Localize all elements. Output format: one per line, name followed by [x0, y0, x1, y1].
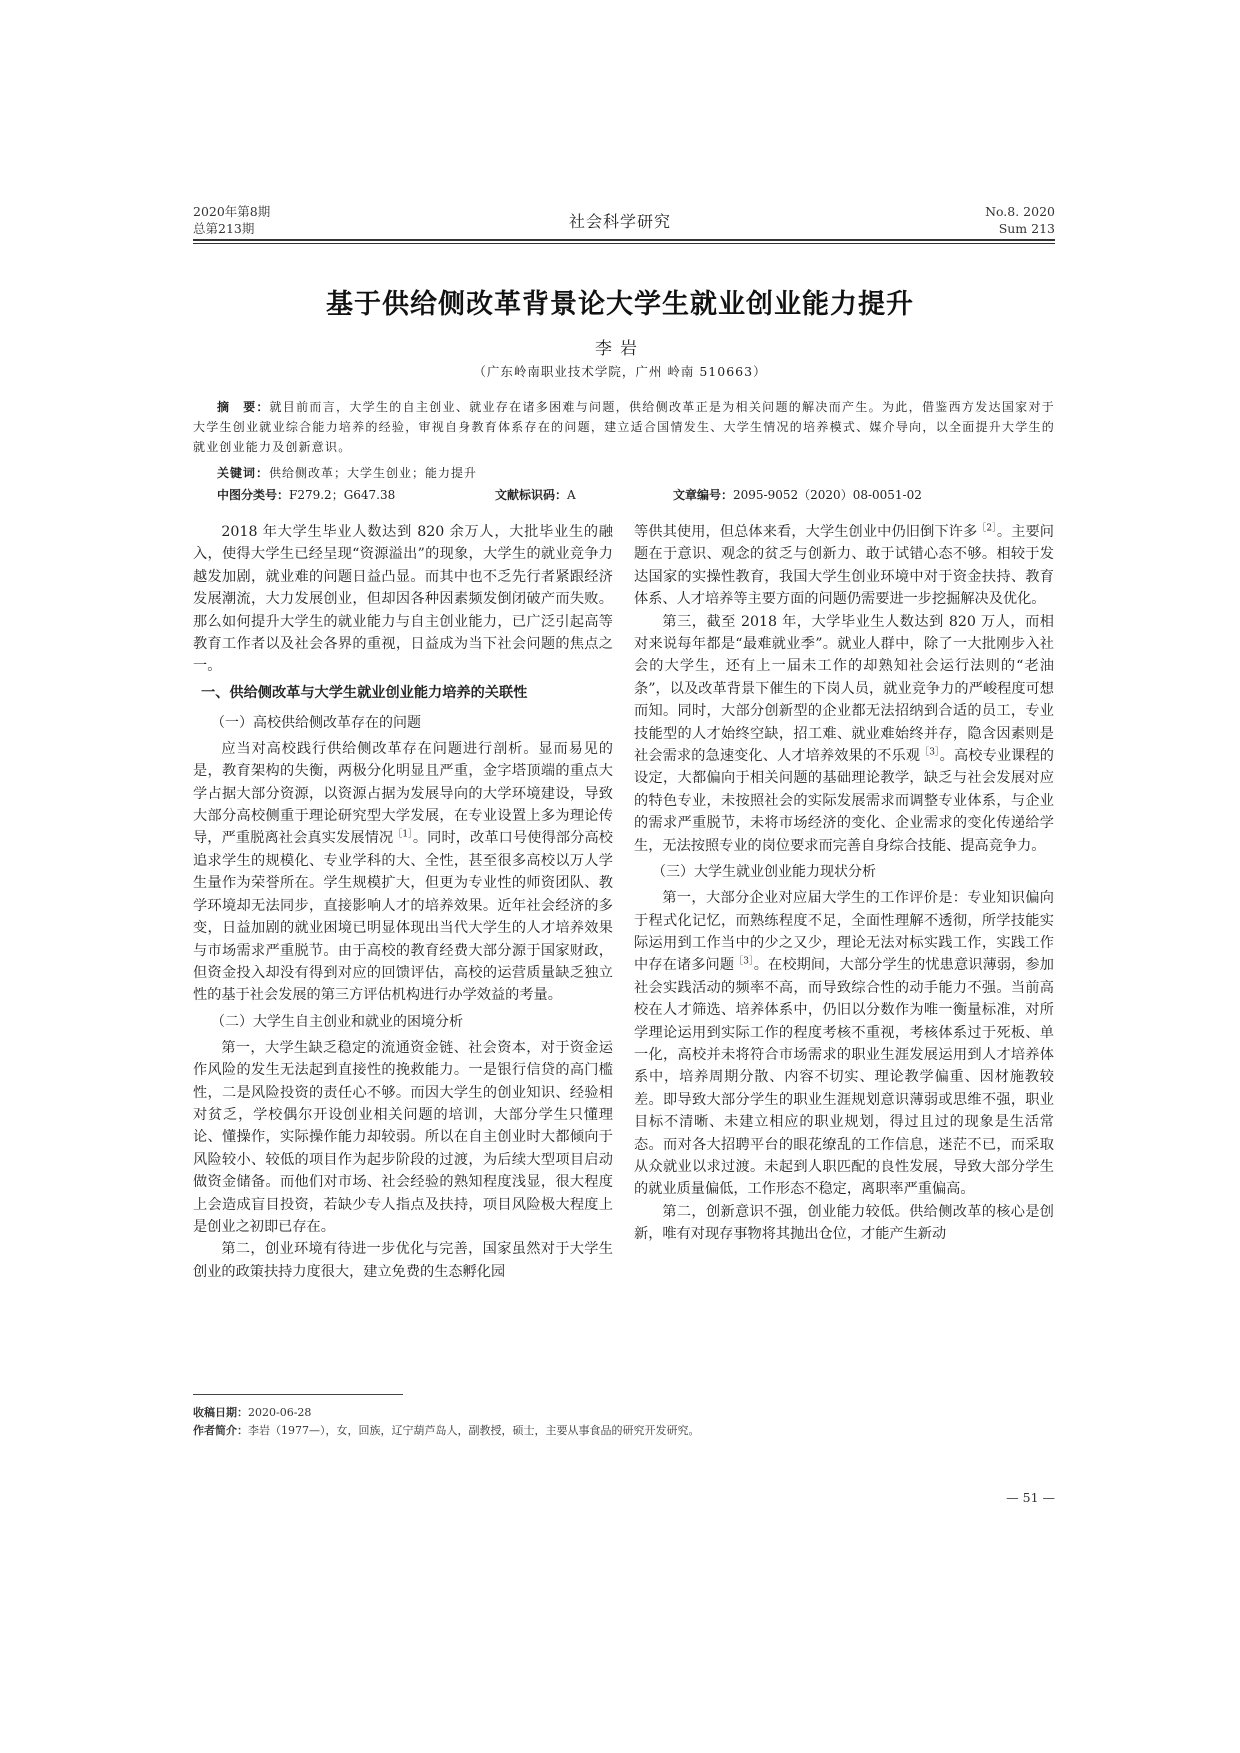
- paragraph: [634, 611, 1054, 857]
- left-column: [193, 521, 613, 1283]
- journal-name: 社会科学研究: [568, 212, 671, 231]
- article-number-value: 2095-9052（2020）08-0051-02: [733, 488, 922, 502]
- issue-info-en: [985, 203, 1055, 237]
- author-name: 李岩: [595, 339, 645, 359]
- abstract: [193, 397, 1055, 457]
- footnote-rule: [193, 1394, 403, 1395]
- total-issue-number: 总第213期: [193, 221, 255, 236]
- paragraph-text: 。同时，改革口号使得部分高校追求学生的规模化、专业学科的大、全性，甚至很多高校以万人学生量作为荣誉所在。学生规模扩大，但更为专业性的师资团队、教学环境却无法同步，直接影响人才的培养效果。近年社会经济的多变，日益加剧的就业困境已明显体现出当代大学生的人才培养效果与市场需求严重脱节。由于高校的教育经费大部分源于国家财政，但资金投入却没有得到对应的回馈评估，高校的运营质量缺乏独立性的基于社会发展的第三方评估机构进行办学效益的考量。: [193, 830, 613, 1004]
- issue-number: 2020年第8期: [193, 204, 271, 219]
- article-number-label: 文章编号：: [673, 488, 734, 502]
- author-bio-label: 作者简介：: [193, 1424, 248, 1437]
- subsection-heading: （一）高校供给侧改革存在的问题: [211, 714, 421, 731]
- abstract-text: 就目前而言，大学生的自主创业、就业存在诸多困难与问题，供给侧改革正是为相关问题的解决而产生。为此，借鉴西方发达国家对于大学生创业就业综合能力培养的经验，审视自身教育体系存在的问题，建立适合国情发生、大学生情况的培养模式、媒介导向，以全面提升大学生的就业创业能力及创新意识。: [193, 400, 1055, 454]
- paragraph-text: 。高校专业课程的设定，大都偏向于相关问题的基础理论教学，缺乏与社会发展对应的特色专业，未按照社会的实际发展需求而调整专业体系，与企业的需求严重脱节，未将市场经济的变化、企业需求的变化传递给学生，无法按照专业的岗位要求而完善自身综合技能、提高竞争力。: [634, 748, 1054, 854]
- abstract-label: 摘 要：: [217, 400, 270, 414]
- citation-ref: ［3］: [734, 956, 754, 967]
- paragraph: 第二，创业环境有待进一步优化与完善，国家虽然对于大学生创业的政策扶持力度很大，建立免费的生态孵化园: [193, 1241, 613, 1280]
- clc-label: 中图分类号：: [217, 488, 290, 502]
- subsection-heading: （二）大学生自主创业和就业的困境分析: [211, 1013, 463, 1030]
- keywords: [217, 464, 477, 481]
- paragraph-text: 等供其使用，但总体来看，大学生创业中仍旧倒下许多: [634, 524, 978, 540]
- citation-ref: ［1］: [393, 829, 413, 840]
- paper-title: 基于供给侧改革背景论大学生就业创业能力提升: [326, 289, 914, 320]
- paragraph: 第一，大学生缺乏稳定的流通资金链、社会资本，对于资金运作风险的发生无法起到直接性的挽救能力。一是银行信贷的高门槛性，二是风险投资的责任心不够。而因大学生的创业知识、经验相对贫乏，学校偶尔开设创业相关问题的培训，大部分学生只懂理论、懂操作，实际操作能力却较弱。所以在自主创业时大都倾向于风险较小、较低的项目作为起步阶段的过渡，为后续大型项目启动做资金储备。而他们对市场、社会经验的熟知程度浅显，很大程度上会造成盲目投资，若缺少专人指点及扶持，项目风险极大程度上是创业之初即已存在。: [193, 1039, 613, 1235]
- keywords-label: 关键词：: [217, 466, 270, 480]
- author-bio-value: 李岩（1977—），女，回族，辽宁葫芦岛人，副教授，硕士，主要从事食品的研究开发研究。: [248, 1424, 700, 1437]
- clc-number: [217, 486, 395, 503]
- received-label: 收稿日期：: [193, 1406, 248, 1419]
- section-heading: 一、供给侧改革与大学生就业创业能力培养的关联性: [201, 684, 528, 701]
- paragraph-text: 。主要问题在于意识、观念的贫乏与创新力、敢于试错心态不够。相较于发达国家的实操性教育，我国大学生创业环境中对于资金扶持、教育体系、人才培养等主要方面的问题仍需要进一步挖掘解决及优化。: [634, 524, 1054, 608]
- author-bio: [193, 1422, 700, 1438]
- article-number: [673, 486, 922, 503]
- keywords-text: 供给侧改革；大学生创业；能力提升: [269, 466, 478, 480]
- doc-code-value: A: [567, 488, 576, 502]
- paragraph-text: 应当对高校践行供给侧改革存在问题进行剖析。显而易见的是，教育架构的失衡，两极分化明显且严重，金字塔顶端的重点大学占据大部分资源，以资源占据为发展导向的大学环境建设，导致大部分高校侧重于理论研究型大学发展，在专业设置上多为理论传导，严重脱离社会真实发展情况: [193, 740, 613, 847]
- paragraph: 2018 年大学生毕业人数达到 820 余万人，大批毕业生的融入，使得大学生已经呈现“资源溢出”的现象，大学生的就业竞争力越发加剧，就业难的问题日益凸显。而其中也不乏先行者紧跟经济发展潮流，大力发展创业，但却因各种因素频发倒闭破产而失败。那么如何提升大学生的就业能力与自主创业能力，已广泛引起高等教育工作者以及社会各界的重视，日益成为当下社会问题的焦点之一。: [193, 524, 613, 675]
- header-rule: [193, 239, 1055, 241]
- paragraph: 第二，创新意识不强，创业能力较低。供给侧改革的核心是创新，唯有对现存事物将其抛出仓位，才能产生新动: [634, 1203, 1054, 1243]
- paragraph: [634, 887, 1054, 1201]
- paragraph: [193, 738, 613, 1007]
- right-column: [634, 521, 1054, 1246]
- page-number: — 51 —: [1006, 1490, 1055, 1505]
- author-affiliation: （广东岭南职业技术学院，广州 岭南 510663）: [473, 364, 767, 379]
- subsection-heading: （三）大学生就业创业能力现状分析: [652, 864, 876, 881]
- paragraph-text: 。在校期间，大部分学生的忧患意识薄弱，参加社会实践活动的频率不高，而导致综合性的动手能力不强。当前高校在人才筛选、培养体系中，仍旧以分数作为唯一衡量标准，对所学理论运用到实际工作的程度考核不重视，考核体系过于死板、单一化，高校并未将符合市场需求的职业生涯发展运用到人才培养体系中，培养周期分散、内容不切实、理论教学偏重、因材施教较差。即导致大部分学生的职业生涯规划意识薄弱或思维不强，职业目标不清晰、未建立相应的职业规划，得过且过的现象是生活常态。而对各大招聘平台的眼花缭乱的工作信息，迷茫不已，而采取从众就业以求过渡。未起到人职匹配的良性发展，导致大部分学生的就业质量偏低，工作形态不稳定，离职率严重偏高。: [634, 957, 1054, 1198]
- paragraph-text: 第一，大部分企业对应届大学生的工作评价是：专业知识偏向于程式化记忆，而熟练程度不足，全面性理解不透彻，所学技能实际运用到工作当中的少之又少，理论无法对标实践工作，实践工作中存在诸多问题: [634, 890, 1054, 974]
- citation-ref: ［2］: [977, 523, 997, 534]
- issue-number-en: No.8. 2020: [985, 204, 1055, 219]
- header-rule-thin: [193, 243, 1055, 244]
- doc-code-label: 文献标识码：: [495, 488, 568, 502]
- paragraph: [634, 521, 1054, 611]
- document-code: [495, 486, 576, 503]
- received-value: 2020-06-28: [248, 1406, 312, 1419]
- paragraph-text: 第三，截至 2018 年，大学毕业生人数达到 820 万人，而相对来说每年都是“最难就业季”。就业人群中，除了一大批刚步入社会的大学生，还有上一届未工作的却熟知社会运行法则的“老油条”，以及改革背景下催生的下岗人员，就业竞争力的严峻程度可想而知。同时，大部分创新型的企业都无法招纳到合适的员工，专业技能型的人才始终空缺，招工难、就业难始终并存，隐含因素则是社会需求的急速变化、人才培养效果的不乐观: [634, 613, 1054, 765]
- citation-ref: ［3］: [920, 747, 940, 758]
- clc-value: F279.2；G647.38: [289, 488, 396, 502]
- total-issue-number-en: Sum 213: [998, 221, 1055, 236]
- received-date: [193, 1404, 311, 1420]
